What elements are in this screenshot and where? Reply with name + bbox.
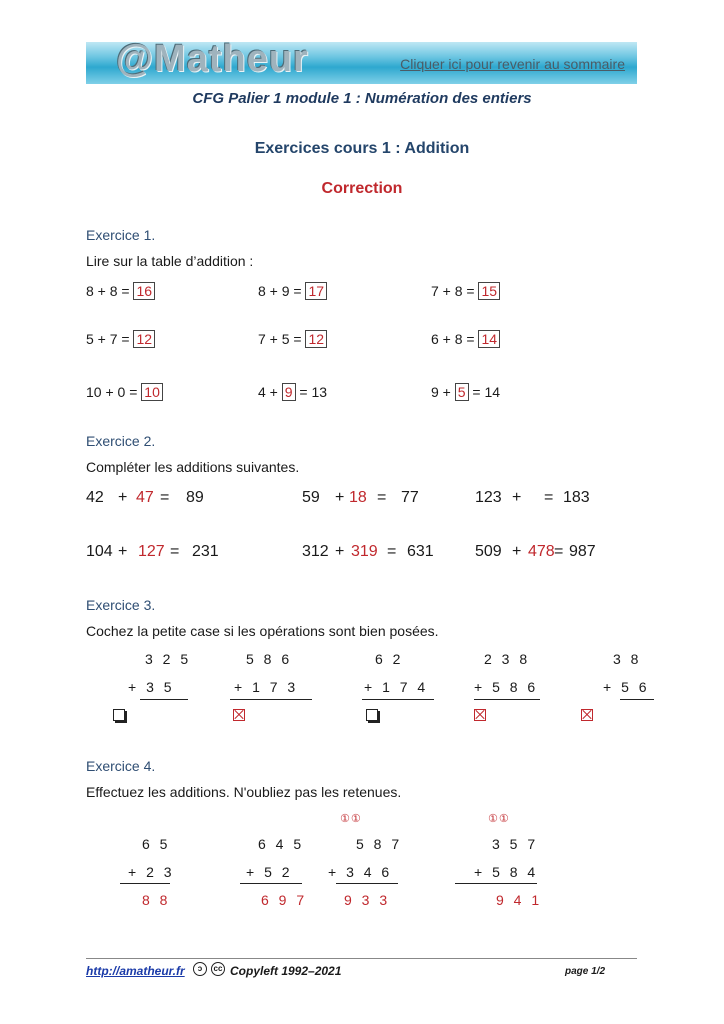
- operand-bottom: + 5 8 6: [474, 679, 539, 695]
- footer-site-link[interactable]: http://amatheur.fr: [86, 964, 185, 978]
- sum-line: [362, 699, 434, 700]
- sum-value: 77: [401, 489, 419, 506]
- equals-sign: =: [160, 489, 170, 506]
- answer-box: 12: [133, 330, 155, 348]
- creative-commons-icon: cc: [211, 962, 225, 976]
- expression-start: 9 +: [431, 384, 455, 400]
- expression-start: 10 + 0 =: [86, 384, 142, 400]
- expression-start: 5 + 7 =: [86, 331, 134, 347]
- expression-end: = 13: [295, 384, 328, 400]
- checked-box[interactable]: [233, 709, 245, 721]
- addend-b-answer: 319: [351, 543, 378, 560]
- equals-sign: =: [387, 543, 397, 560]
- operand-bottom: + 5 2: [246, 864, 293, 880]
- plus-sign: +: [512, 543, 522, 560]
- addend-b-answer: 478: [528, 543, 555, 560]
- operand-bottom: + 3 5: [128, 679, 175, 695]
- operand-bottom: + 5 6: [603, 679, 650, 695]
- plus-sign: +: [118, 543, 128, 560]
- expression-end: = 14: [468, 384, 501, 400]
- addition-line: [86, 282, 155, 300]
- footer-copyleft: Copyleft 1992–2021: [230, 964, 342, 978]
- operand-top: 6 2: [375, 651, 404, 667]
- addition-line: [258, 383, 327, 401]
- addend-b-answer: 18: [349, 489, 367, 506]
- expression-start: 8 + 9 =: [258, 283, 306, 299]
- result-value: 8 8: [142, 892, 171, 908]
- answer-box: 10: [141, 383, 163, 401]
- sum-line: [140, 699, 188, 700]
- sum-line: [620, 699, 654, 700]
- exercise-2-instruction: Compléter les additions suivantes.: [86, 459, 300, 475]
- header-banner: [86, 38, 637, 84]
- exercise-title: Exercices cours 1 : Addition: [254, 140, 470, 157]
- exercise-4-heading: Exercice 4.: [86, 758, 156, 774]
- equals-sign: =: [377, 489, 387, 506]
- sum-line: [230, 699, 312, 700]
- addend-b-answer: 127: [138, 543, 165, 560]
- unchecked-box[interactable]: [113, 709, 125, 721]
- plus-sign: +: [512, 489, 522, 506]
- expression-start: 8 + 8 =: [86, 283, 134, 299]
- operand-bottom: + 5 8 4: [474, 864, 539, 880]
- sum-line: [455, 883, 537, 884]
- answer-box: 16: [133, 282, 155, 300]
- footer-page-number: page 1/2: [565, 966, 606, 977]
- addition-line: [431, 330, 500, 348]
- addend-a: 123: [475, 489, 502, 506]
- operand-top: 2 3 8: [484, 651, 531, 667]
- back-to-summary-link[interactable]: Cliquer ici pour revenir au sommaire: [400, 56, 625, 72]
- correction-title: Correction: [321, 180, 403, 197]
- carry-marks: ①①: [488, 813, 510, 825]
- operand-top: 5 8 7: [356, 836, 403, 852]
- expression-start: 4 +: [258, 384, 282, 400]
- plus-sign: +: [118, 489, 128, 506]
- equals-sign: =: [170, 543, 180, 560]
- sum-value: 987: [569, 543, 596, 560]
- sum-line: [120, 883, 170, 884]
- addend-a: 42: [86, 489, 104, 506]
- operand-top: 3 5 7: [492, 836, 539, 852]
- expression-start: 7 + 8 =: [431, 283, 479, 299]
- result-value: 9 3 3: [344, 892, 391, 908]
- answer-box: 5: [455, 383, 469, 401]
- exercise-3-instruction: Cochez la petite case si les opérations sont bien posées.: [86, 623, 439, 639]
- sum-value: 231: [192, 543, 219, 560]
- operand-bottom: + 1 7 4: [364, 679, 429, 695]
- exercise-1-instruction: Lire sur la table d’addition :: [86, 253, 254, 269]
- answer-box: 12: [305, 330, 327, 348]
- answer-box: 9: [282, 383, 296, 401]
- addition-line: [431, 282, 500, 300]
- addend-a: 312: [302, 543, 329, 560]
- exercise-1-heading: Exercice 1.: [86, 227, 156, 243]
- addition-line: [258, 282, 327, 300]
- plus-sign: +: [335, 543, 345, 560]
- copyleft-icon: ↄ: [193, 962, 207, 976]
- answer-box: 14: [478, 330, 500, 348]
- operand-bottom: + 2 3: [128, 864, 175, 880]
- equals-sign: =: [554, 543, 564, 560]
- operand-top: 5 8 6: [246, 651, 293, 667]
- answer-box: 15: [478, 282, 500, 300]
- checked-box[interactable]: [474, 709, 486, 721]
- sum-line: [336, 883, 398, 884]
- addition-line: [431, 383, 500, 401]
- sum-value: 183: [563, 489, 590, 506]
- exercise-4-instruction: Effectuez les additions. N'oubliez pas les retenues.: [86, 784, 402, 800]
- exercise-2-heading: Exercice 2.: [86, 433, 156, 449]
- expression-start: 7 + 5 =: [258, 331, 306, 347]
- sum-value: 631: [407, 543, 434, 560]
- operand-bottom: + 3 4 6: [328, 864, 393, 880]
- addend-b-answer: 47: [136, 489, 154, 506]
- operand-bottom: + 1 7 3: [234, 679, 299, 695]
- exercise-3-heading: Exercice 3.: [86, 597, 156, 613]
- sum-value: 89: [186, 489, 204, 506]
- checked-box[interactable]: [581, 709, 593, 721]
- sum-line: [240, 883, 302, 884]
- addition-line: [86, 330, 155, 348]
- answer-box: 17: [305, 282, 327, 300]
- addend-a: 59: [302, 489, 320, 506]
- site-logo: @Matheur: [116, 38, 309, 80]
- carry-marks: ①①: [340, 813, 362, 825]
- operand-top: 3 2 5: [145, 651, 192, 667]
- sum-line: [474, 699, 540, 700]
- addend-a: 509: [475, 543, 502, 560]
- addition-line: [86, 383, 163, 401]
- operand-top: 3 8: [613, 651, 642, 667]
- footer-divider: [86, 958, 637, 959]
- plus-sign: +: [335, 489, 345, 506]
- operand-top: 6 5: [142, 836, 171, 852]
- addition-line: [258, 330, 327, 348]
- operand-top: 6 4 5: [258, 836, 305, 852]
- expression-start: 6 + 8 =: [431, 331, 479, 347]
- equals-sign: =: [544, 489, 554, 506]
- result-value: 6 9 7: [261, 892, 308, 908]
- result-value: 9 4 1: [496, 892, 543, 908]
- module-title: CFG Palier 1 module 1 : Numération des entiers: [192, 90, 532, 107]
- unchecked-box[interactable]: [366, 709, 378, 721]
- addend-a: 104: [86, 543, 113, 560]
